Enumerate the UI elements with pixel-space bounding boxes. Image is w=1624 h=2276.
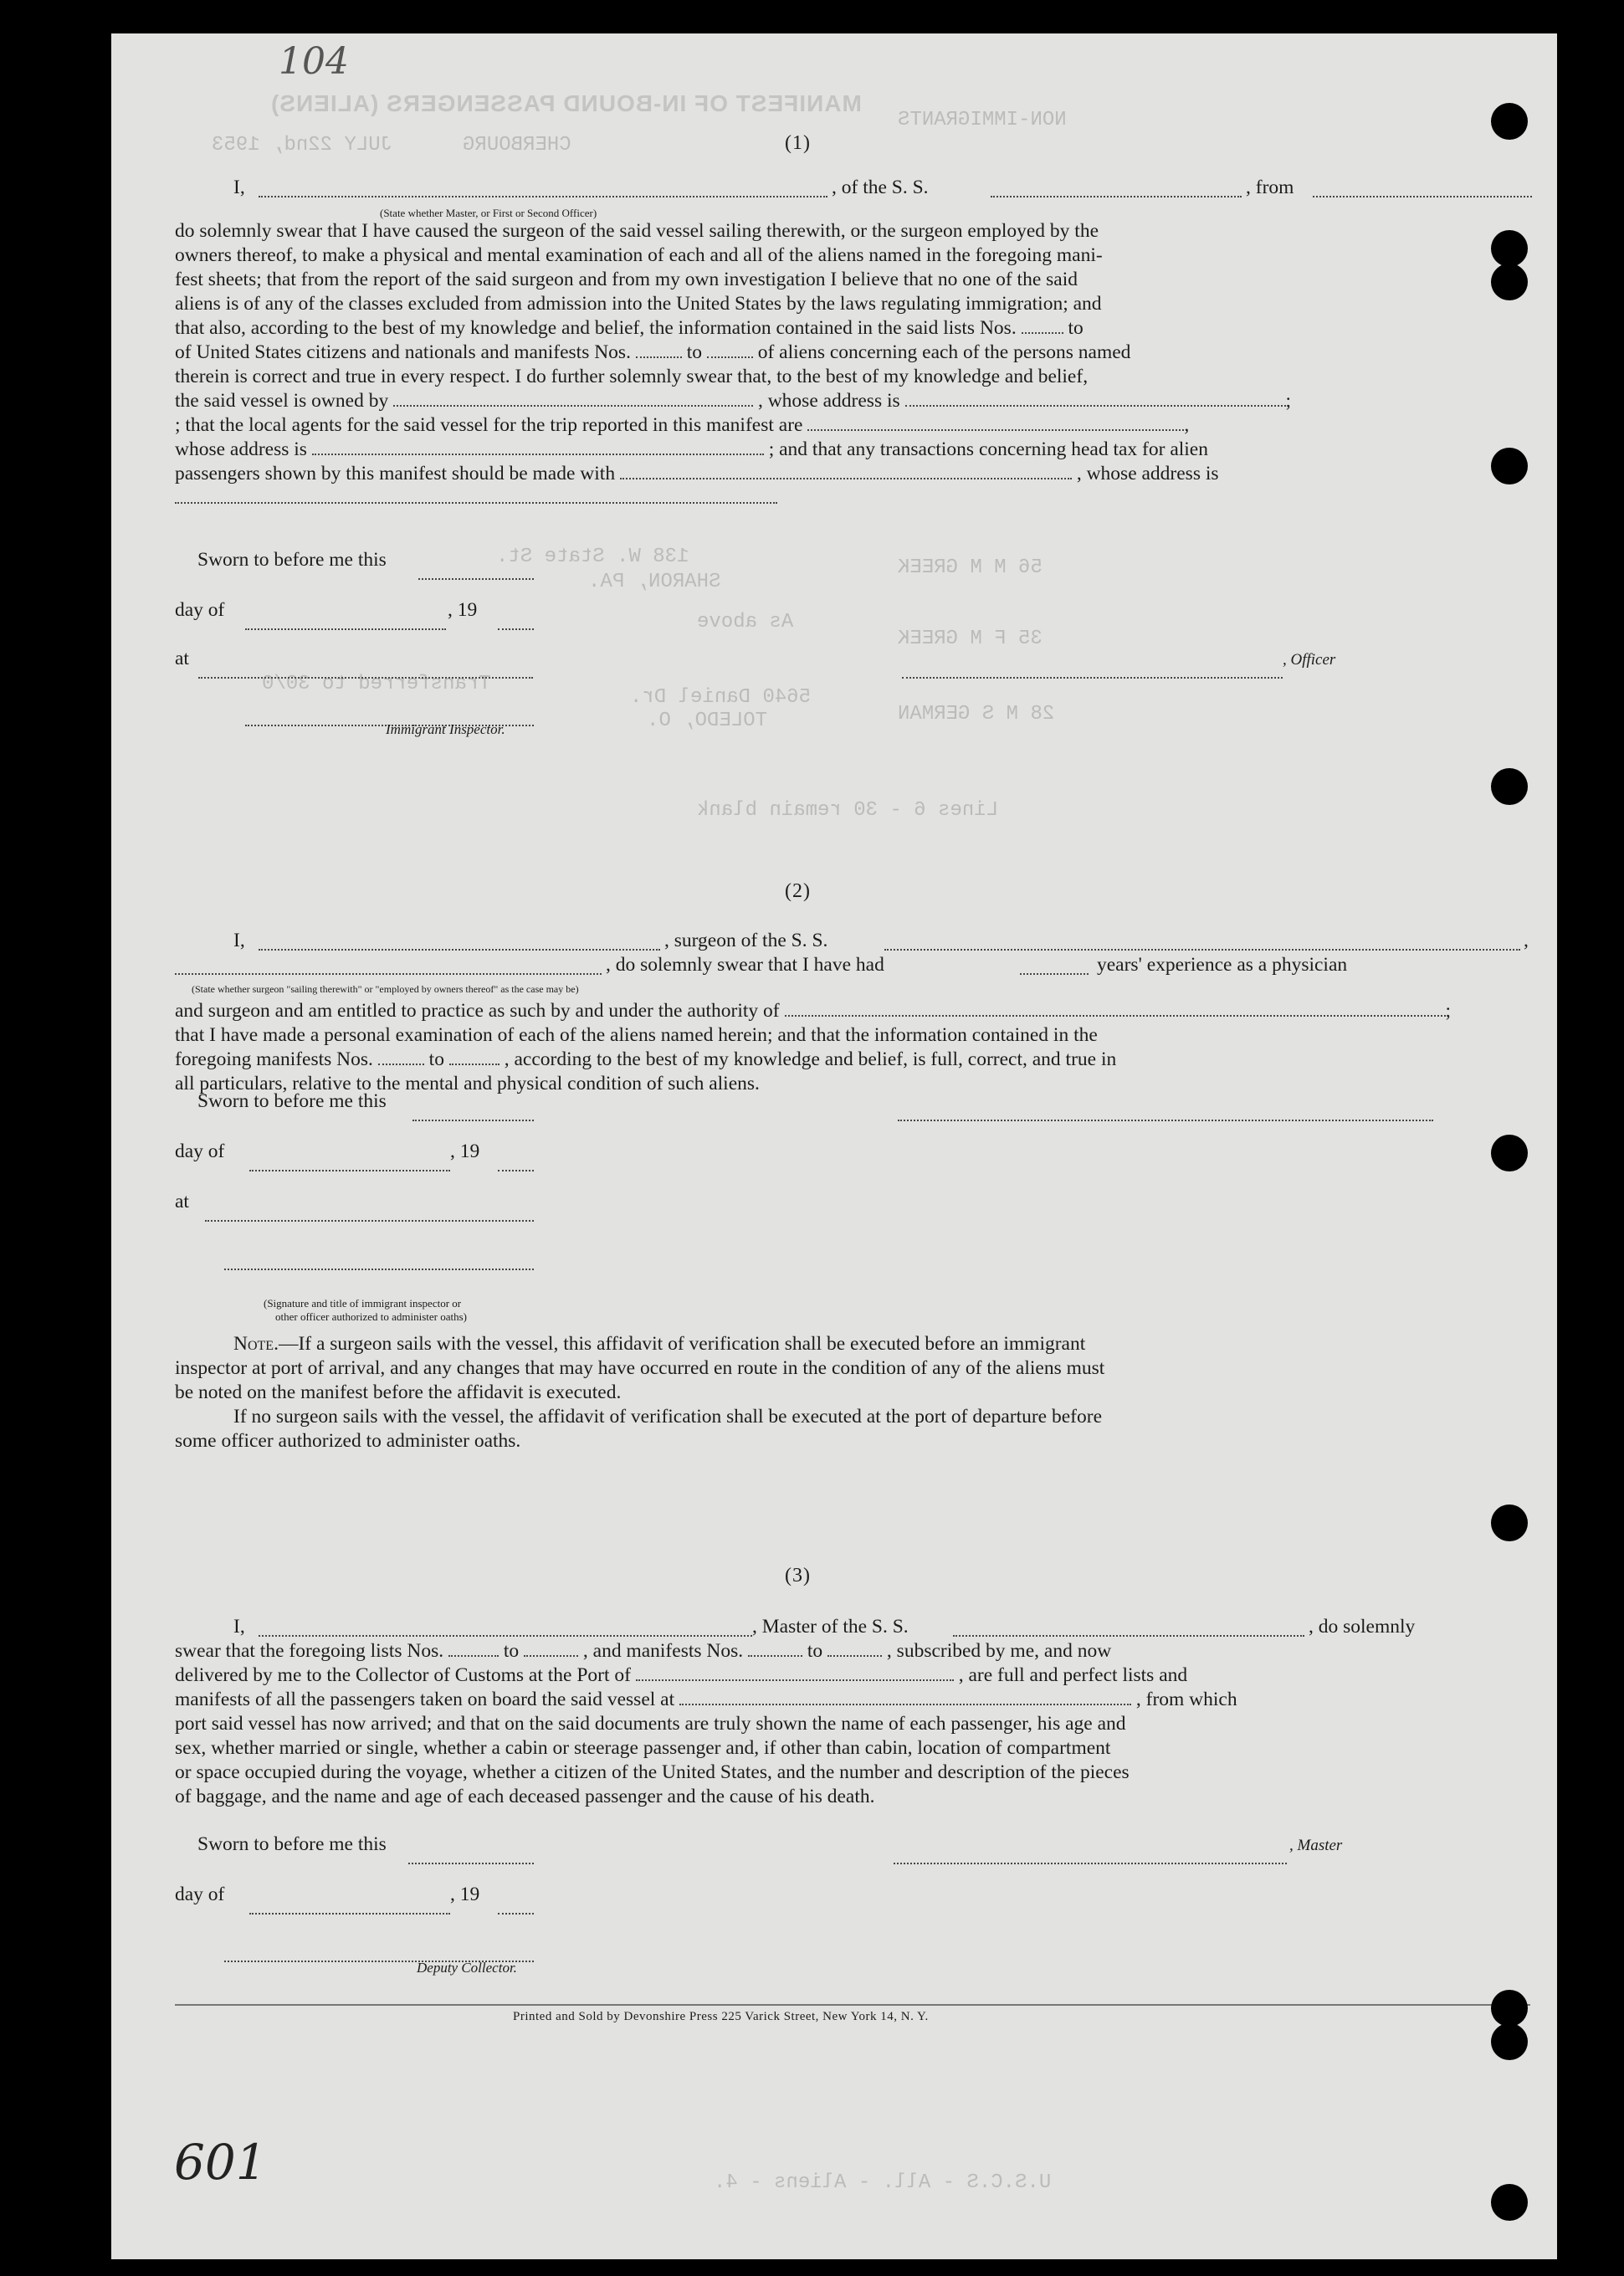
- s3-nineteen: , 19: [450, 1884, 480, 1905]
- s3-line-5: sex, whether married or single, whether a cabin or steerage passenger and, if other than cabin, location of compartment: [175, 1737, 1111, 1759]
- s3-line-1: swear that the foregoing lists Nos.: [175, 1640, 444, 1662]
- s1-line-11: passengers shown by this manifest should be made with: [175, 463, 616, 484]
- s1-line-6: of United States citizens and nationals and manifests Nos.: [175, 341, 631, 363]
- bleed-title: MANIFEST OF IN-BOUND PASSENGERS (ALIENS): [270, 90, 862, 116]
- s3-day-of: day of: [175, 1884, 225, 1905]
- s1-at: at: [175, 648, 189, 669]
- section-3-number: (3): [785, 1565, 811, 1587]
- section-2-number: (2): [785, 880, 811, 902]
- s3-master-of: , Master of the S. S.: [752, 1616, 909, 1638]
- s1-line-2: owners thereof, to make a physical and mental examination of each and all of the aliens named in the foregoing mani-: [175, 244, 1103, 266]
- s1-line-4: aliens is of any of the classes excluded from admission into the United States by the laws regulating immigration; and: [175, 293, 1102, 315]
- s2-to: to: [428, 1048, 444, 1070]
- s2-note-line-1: —If a surgeon sails with the vessel, this affidavit of verification shall be executed before an immigrant: [278, 1333, 1086, 1355]
- s1-nineteen: , 19: [448, 599, 478, 621]
- s1-officer: , Officer: [1283, 651, 1336, 669]
- printer-footer: Printed and Sold by Devonshire Press 225 Varick Street, New York 14, N. Y.: [513, 2010, 929, 2023]
- s3-full-perfect: , are full and perfect lists and: [958, 1664, 1188, 1686]
- s2-according: , according to the best of my knowledge and belief, is full, correct, and true in: [504, 1048, 1117, 1070]
- s3-line-4: port said vessel has now arrived; and that on the said documents are truly shown the name of each passenger, his age and: [175, 1713, 1126, 1735]
- manifest-page: MANIFEST OF IN-BOUND PASSENGERS (ALIENS) CHERBOURG JULY 22nd, 1953 NON-IMMIGRANTS 138 W. State St. SHARON, PA. 56 M M GREEK As above 35 F M GREEK 5640 Daniel Dr. TOLEDO, O. 28 M S GERMAN Transferred to 30/0 Lines 6 - 30 remain blank U.S.C.S - All. - Aliens - 4. 104 601 (1) I, , of the S. S. , from (State whether Master, or First or Second Officer) do solemnly swear that I have caused the surgeon of the said vessel sailing therewith, or the surgeon employed by the owners thereof, to make a physical and mental examination of each and all of the aliens named in the foregoing mani- fest sheets; that from the report of the said surgeon and from my own investigation I believe that no one of the said aliens is of any of the classes excluded from admission into the United States by the laws regulating immigration; and that also, according to the best of my knowledge and belief, the information contained in the said lists Nos. to of United States citizens and nationals and manifests Nos. to of aliens concerning each of the persons named therein is correct and true in every respect. I do further solemnly swear that, to the best of my knowledge and belief, the said vessel is owned by , whose address is ; ; that the local agents for the said vessel for the trip reported in this manifest are , whose address is ; and that any transactions concerning head tax for alien passengers shown by this manifest should be made with , whose address is Sworn to before me this day of , 19 at , Officer Immigrant Inspector. (2) I, , surgeon of the S. S. , , do solemnly swear that I have had years' experience as a physician (State whether surgeon "sailing therewith" or "employed by owners thereof" as the case may be) and surgeon and am entitled to practice as such by and under the authority of ; that I have made a personal examination of each of the aliens named herein; and that the information contained in the foregoing manifests Nos. to , according to the best of my knowledge and belief, is full, correct, and true in all particulars, relative to the mental and physical condition of such aliens. Sworn to before me this day of , 19 at (Signature and title of immigrant inspector or other officer authorized to administer oaths) Note.—If a surgeon sails with the vessel, this affidavit of verification shall be executed before an immigrant inspector at port of arrival, and any changes that may have occurred en route in the condition of any of the aliens must be noted on the manifest before the affidavit is executed. If no surgeon sails with the vessel, the affidavit of verification shall be executed at the port of departure before some officer authorized to administer oaths. (3) I, , Master of the S. S. , do solemnly swear that the foregoing lists Nos. to , and manifests Nos. to , subscribed by me, and now delivered by me to the Collector of Customs at the Port of , are full and perfect lists and manifests of all the passengers taken on board the said vessel at , from which port said vessel has now arrived; and that on the said documents are truly shown the name of each passenger, his age and sex, whether married or single, whether a cabin or steerage passenger and, if other than cabin, location of compartment or space occupied during the voyage, whether a citizen of the United States, and the number and description of the pieces of baggage, and the name and age of each deceased passenger and the cause of his death. Sworn to before me this , Master day of , 19 Deputy Collector. Printed and Sold by Devonshire Press 225 Varick Street, New York 14, N. Y.: [111, 33, 1557, 2259]
- binder-hole-4: [1491, 448, 1528, 484]
- s1-sworn: Sworn to before me this: [197, 549, 387, 571]
- s3-to-1: to: [503, 1640, 520, 1662]
- bleed-port: CHERBOURG: [463, 134, 571, 156]
- binder-hole-8: [1491, 1990, 1528, 2027]
- s3-sworn: Sworn to before me this: [197, 1833, 387, 1855]
- s3-line-2: delivered by me to the Collector of Customs at the Port of: [175, 1664, 631, 1686]
- binder-hole-3: [1491, 264, 1528, 300]
- s1-of-ss: , of the S. S.: [832, 177, 929, 198]
- s1-to-2: to: [686, 341, 702, 363]
- s2-i: I,: [233, 930, 245, 951]
- s2-note2-line-1: If no surgeon sails with the vessel, the affidavit of verification shall be executed at the port of departure before: [233, 1406, 1102, 1428]
- s2-day-of: day of: [175, 1141, 225, 1162]
- s3-i: I,: [233, 1616, 245, 1638]
- s2-line-2: that I have made a personal examination of each of the aliens named herein; and that the information contained in the: [175, 1024, 1098, 1046]
- s1-day-of: day of: [175, 599, 225, 621]
- bleed-row3b: 35 F M GREEK: [898, 628, 1043, 650]
- s1-whose-address: , whose address is: [757, 390, 900, 412]
- binder-hole-9: [1491, 2023, 1528, 2060]
- s1-of-aliens: of aliens concerning each of the persons named: [757, 341, 1131, 363]
- s2-line-3: foregoing manifests Nos.: [175, 1048, 373, 1070]
- s2-surgeon-of: , surgeon of the S. S.: [664, 930, 828, 951]
- s1-line-8: the said vessel is owned by: [175, 390, 389, 412]
- s3-deputy-collector: Deputy Collector.: [417, 1960, 517, 1976]
- s3-do-solemnly: , do solemnly: [1309, 1616, 1416, 1638]
- s2-line-4: all particulars, relative to the mental and physical condition of such aliens.: [175, 1073, 760, 1094]
- bleed-row4: 5640 Daniel Dr.: [630, 686, 812, 709]
- s2-note2-line-2: some officer authorized to administer oaths.: [175, 1430, 521, 1452]
- bleed-date: JULY 22nd, 1953: [212, 134, 393, 156]
- s1-from: , from: [1246, 177, 1294, 198]
- handwritten-top-number: 104: [279, 40, 349, 83]
- s2-at: at: [175, 1191, 189, 1212]
- bleed-lines-blank: Lines 6 - 30 remain blank: [697, 799, 999, 822]
- bleed-row1: 138 W. State St.: [496, 546, 689, 568]
- s1-line-1: do solemnly swear that I have caused the surgeon of the said vessel sailing therewith, or the surgeon employed by the: [175, 220, 1099, 242]
- bleed-transferred: Transferred to 30/0: [262, 673, 491, 695]
- s1-to-1: to: [1068, 317, 1084, 339]
- binder-hole-7: [1491, 1505, 1528, 1541]
- s1-line-3: fest sheets; that from the report of the said surgeon and from my own investigation I believe that no one of the said: [175, 269, 1078, 290]
- bleed-row2b: 56 M M GREEK: [898, 556, 1043, 579]
- handwritten-bottom-number: 601: [174, 2134, 267, 2191]
- bleed-row5b: 28 M S GERMAN: [898, 703, 1055, 725]
- s1-line-7: therein is correct and true in every respect. I do further solemnly swear that, to the best of my knowledge and belief,: [175, 366, 1089, 387]
- binder-hole-2: [1491, 230, 1528, 267]
- s1-line-9: ; that the local agents for the said vessel for the trip reported in this manifest are: [175, 414, 803, 436]
- bleed-row2: SHARON, PA.: [588, 571, 721, 593]
- s2-swear: , do solemnly swear that I have had: [606, 954, 884, 976]
- binder-hole-10: [1491, 2184, 1528, 2221]
- bleed-bottom: U.S.C.S - All. - Aliens - 4.: [714, 2171, 1052, 2194]
- s3-from-which: , from which: [1135, 1689, 1237, 1710]
- s3-subscribed: , subscribed by me, and now: [886, 1640, 1112, 1662]
- s1-line-10: whose address is: [175, 438, 307, 460]
- s1-immigrant-inspector: Immigrant Inspector.: [386, 721, 505, 737]
- s1-and-that: ; and that any transactions concerning head tax for alien: [768, 438, 1208, 460]
- bleed-class: NON-IMMIGRANTS: [898, 109, 1067, 131]
- bleed-row3: As above: [697, 611, 794, 633]
- footer-rule: [175, 2004, 1530, 2006]
- s2-sworn: Sworn to before me this: [197, 1090, 387, 1112]
- s2-note-line-2: inspector at port of arrival, and any changes that may have occurred en route in the condition of any of the aliens must: [175, 1357, 1105, 1379]
- s1-i: I,: [233, 177, 245, 198]
- binder-hole-6: [1491, 1135, 1528, 1171]
- s2-sig-caption-1: (Signature and title of immigrant inspector or: [264, 1297, 462, 1310]
- s2-line-1: and surgeon and am entitled to practice as such by and under the authority of: [175, 1000, 780, 1022]
- s3-master: , Master: [1289, 1837, 1343, 1854]
- s3-and-manifests: , and manifests Nos.: [582, 1640, 744, 1662]
- bleed-row5: TOLEDO, O.: [647, 710, 768, 732]
- s1-line-5: that also, according to the best of my knowledge and belief, the information contained in the said lists Nos.: [175, 317, 1017, 339]
- s3-to-2: to: [807, 1640, 823, 1662]
- s2-years: years' experience as a physician: [1097, 954, 1348, 976]
- s2-caption: (State whether surgeon "sailing therewith" or "employed by owners thereof" as the case may be): [192, 983, 579, 995]
- s1-whose-address-is: , whose address is: [1076, 463, 1219, 484]
- binder-hole-1: [1491, 103, 1528, 140]
- binder-hole-5: [1491, 768, 1528, 805]
- s3-line-3: manifests of all the passengers taken on board the said vessel at: [175, 1689, 675, 1710]
- s2-nineteen: , 19: [450, 1141, 480, 1162]
- section-1-number: (1): [785, 132, 811, 154]
- s3-line-7: of baggage, and the name and age of each deceased passenger and the cause of his death.: [175, 1786, 875, 1807]
- s2-note-line-3: be noted on the manifest before the affidavit is executed.: [175, 1381, 622, 1403]
- s2-note-label: Note.: [233, 1333, 279, 1355]
- s1-caption: (State whether Master, or First or Second Officer): [380, 207, 597, 219]
- s2-sig-caption-2: other officer authorized to administer oaths): [275, 1310, 467, 1323]
- s3-line-6: or space occupied during the voyage, whether a citizen of the United States, and the number and description of the pieces: [175, 1761, 1130, 1783]
